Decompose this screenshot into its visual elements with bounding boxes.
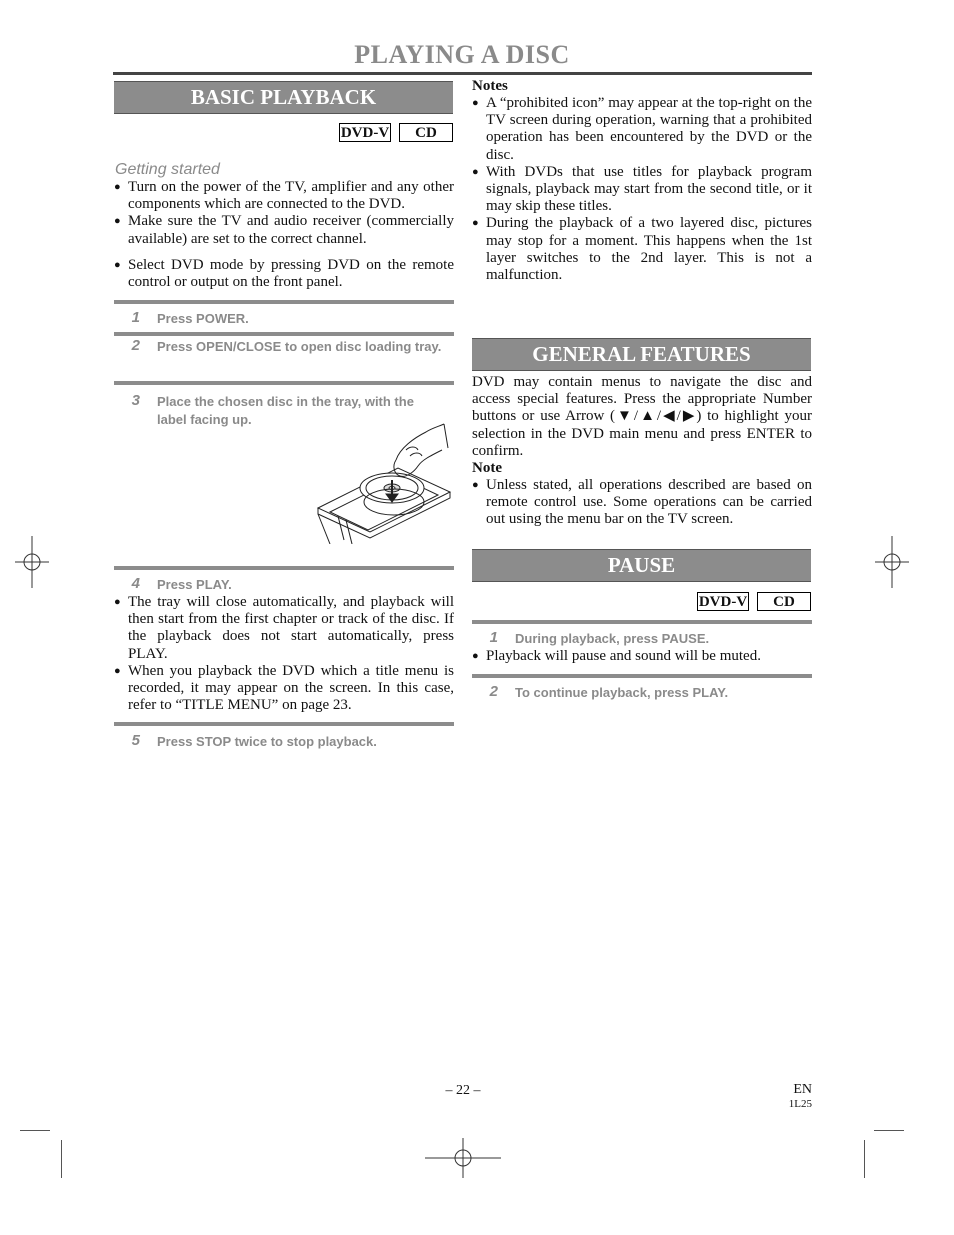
language-code: EN bbox=[793, 1082, 812, 1097]
bullet-icon: ● bbox=[472, 165, 479, 178]
step-text: Place the chosen disc in the tray, with the label facing up. bbox=[157, 394, 414, 427]
crop-mark bbox=[864, 1140, 865, 1178]
step-text: To continue playback, press PLAY. bbox=[515, 685, 729, 700]
title-rule bbox=[113, 72, 812, 75]
list-item: ● Select DVD mode by pressing DVD on the remote control or output on the front panel. bbox=[114, 256, 454, 291]
list-item: ● Unless stated, all operations described are based on remote control use. Some operations can be carried out using the menu bar on the TV screen. bbox=[472, 477, 812, 528]
step-text: Press OPEN/CLOSE to open disc loading tray. bbox=[157, 339, 442, 354]
general-features-body: DVD may contain menus to navigate the disc and access special features. Press the appropriate Number buttons or use Arrow (▼/▲/◀/▶) to highlight your selection in the DVD main menu and press ENTER to confirm. bbox=[472, 374, 812, 459]
step4-notes-list bbox=[114, 594, 454, 714]
registration-mark-bottom bbox=[425, 1138, 501, 1178]
bullet-icon: ● bbox=[114, 215, 121, 228]
pause-notes-list bbox=[472, 648, 812, 665]
step-number: 4 bbox=[131, 575, 140, 592]
bullet-icon: ● bbox=[472, 650, 479, 662]
list-item: ● When you playback the DVD which a title menu is recorded, it may appear on the screen. In this case, refer to “TITLE MENU” on page 23. bbox=[114, 662, 454, 714]
list-item: ● Playback will pause and sound will be muted. bbox=[472, 648, 761, 664]
page-title: PLAYING A DISC bbox=[354, 40, 570, 69]
basic-playback-heading: BASIC PLAYBACK bbox=[114, 81, 453, 114]
disc-loading-illustration bbox=[310, 420, 452, 544]
dvd-v-badge: DVD-V bbox=[340, 125, 390, 141]
crop-mark bbox=[20, 1130, 50, 1131]
list-item: ● With DVDs that use titles for playback program signals, playback may start from the second title, or it may skip these titles. bbox=[472, 163, 812, 215]
step-rule bbox=[472, 674, 812, 678]
step-number: 5 bbox=[131, 732, 140, 749]
step-number: 1 bbox=[131, 309, 140, 326]
bullet-icon: ● bbox=[114, 664, 121, 677]
registration-mark-right bbox=[875, 536, 909, 588]
list-item: ● During the playback of a two layered disc, pictures may stop for a moment. This happens when the 1st layer switches to the 2nd layer. This is not a malfunction. bbox=[472, 215, 812, 284]
general-features-note-list bbox=[472, 477, 812, 529]
step-number: 2 bbox=[489, 683, 498, 700]
crop-mark bbox=[61, 1140, 62, 1178]
step-text: Press POWER. bbox=[157, 311, 249, 326]
list-item: ● Turn on the power of the TV, amplifier and any other components which are connected to the DVD. bbox=[114, 179, 454, 213]
list-item: ● The tray will close automatically, and playback will then start from the first chapter or track of the disc. If the playback does not start automatically, press PLAY. bbox=[114, 594, 454, 662]
step-text: Press STOP twice to stop playback. bbox=[157, 734, 377, 749]
page-number: – 22 – bbox=[445, 1083, 481, 1098]
cd-badge: CD bbox=[399, 123, 453, 142]
step-text: Press PLAY. bbox=[157, 577, 232, 592]
step-rule bbox=[114, 381, 454, 385]
step-number: 1 bbox=[489, 629, 498, 646]
bullet-icon: ● bbox=[472, 217, 479, 230]
bullet-icon: ● bbox=[114, 596, 121, 608]
step-rule bbox=[114, 566, 454, 570]
model-code: 1L25 bbox=[788, 1098, 812, 1110]
list-item: ● A “prohibited icon” may appear at the top-right on the TV screen during operation, warning that a prohibited operation has been encountered by the DVD or the disc. bbox=[472, 95, 812, 163]
notes-heading: Notes bbox=[472, 78, 508, 94]
step-number: 2 bbox=[131, 337, 140, 354]
list-item: ● Make sure the TV and audio receiver (commercially available) are set to the correct channel. bbox=[114, 213, 454, 247]
bullet-icon: ● bbox=[472, 97, 479, 109]
step-rule bbox=[472, 620, 812, 624]
bullet-icon: ● bbox=[114, 258, 121, 271]
general-features-heading: GENERAL FEATURES bbox=[472, 338, 811, 371]
step-rule bbox=[114, 300, 454, 304]
step-rule bbox=[114, 332, 454, 336]
notes-list bbox=[472, 95, 812, 284]
dvd-v-badge: DVD-V bbox=[698, 594, 748, 610]
note-heading: Note bbox=[472, 460, 502, 476]
step-number: 3 bbox=[131, 392, 140, 409]
getting-started-list bbox=[114, 179, 454, 291]
cd-badge: CD bbox=[757, 592, 811, 611]
crop-mark bbox=[874, 1130, 904, 1131]
step-text: During playback, press PAUSE. bbox=[515, 631, 710, 646]
pause-heading: PAUSE bbox=[472, 549, 811, 582]
getting-started-subhead: Getting started bbox=[115, 161, 220, 178]
bullet-icon: ● bbox=[114, 181, 121, 193]
registration-mark-left bbox=[15, 536, 49, 588]
step-rule bbox=[114, 722, 454, 726]
bullet-icon: ● bbox=[472, 479, 479, 491]
